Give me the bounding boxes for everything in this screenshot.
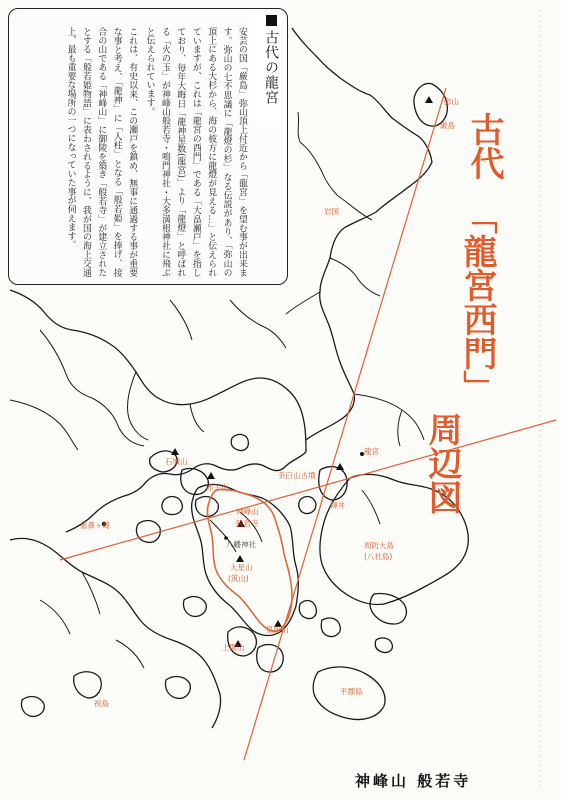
paragraph-2: これは、有史以来、この瀬戸を鎮め、無事に通過する事が重要な事と考え、「龍神」に「人柱」となる「般若姫」を捧げ、接合の山である「神峰山」に御陵を築き「般若寺」が建立されたとする「般若姫物語」に表わされるように、我が国の海上交通上、最も重要な場所の一つになっていた事が伺えます。	[65, 27, 138, 277]
label-zoumezaki: 象鼻ヶ崎	[80, 521, 110, 530]
label-miyama: 弥山	[444, 97, 459, 106]
title-shuhenzu: 周辺図	[422, 412, 462, 514]
label-ishikiyama: 石城山	[165, 457, 188, 466]
label-hannyaji: 般若寺	[236, 519, 259, 528]
label-suouoshima: 周防大島	[364, 541, 394, 550]
label-iwakuni: 岩国	[324, 207, 339, 216]
label-oboshiyama: 大星山	[230, 563, 253, 572]
label-suouoshima-sub: (八社島)	[364, 552, 393, 561]
description-box	[8, 8, 288, 285]
title-kodai: 古代	[464, 112, 504, 180]
label-yanai: 柳井	[330, 501, 345, 510]
paragraph-1: 安芸の国「厳島」弥山頂上付近から「龍宮」を望む事が出来ます。弥山の七不思議に「龍燈の杉」なる伝説があり、「弥山の頂上にある大杉から、海の彼方に龍燈が見える…」と伝えられていますが、これは「龍宮の西門」である「大畠瀬戸」を指しており、毎年大晦日「龍神星数(龍宮)」より「龍燈」と呼ばれる「火の玉」が神峰山般若寺・鳴門神社・大多満根神社に飛ぶと伝えられています。	[144, 27, 247, 277]
label-kamineyama: 神峰山	[236, 507, 259, 516]
mainland-coast	[292, 28, 432, 440]
label-akagoyama: 赤子山	[206, 483, 229, 492]
label-oboshiyama-sub: (筑山)	[228, 574, 249, 583]
temple-name: 神峰山 般若寺	[355, 772, 472, 790]
label-jokai: 上関山	[222, 643, 245, 652]
iwaishima	[74, 672, 102, 698]
label-hachimanjinja: 八幡神社	[226, 540, 256, 549]
body-text	[19, 27, 249, 277]
label-heigunto: 平郡島	[340, 687, 363, 696]
box-title-text: 古代の龍宮	[263, 30, 279, 105]
label-ryugu: 龍宮	[364, 447, 379, 456]
title-ryugu-seimon: 「龍宮西門」	[457, 200, 497, 404]
box-title	[255, 15, 281, 121]
label-itsukushima: 厳島	[440, 121, 455, 130]
west-coast	[10, 290, 306, 452]
label-kozayama: 皇座山	[266, 625, 289, 634]
map-title	[422, 112, 512, 562]
label-chausuyama: 茶臼山古墳	[278, 471, 316, 480]
bullet-square-icon	[266, 15, 277, 26]
label-iwaishima: 祝島	[94, 699, 109, 708]
